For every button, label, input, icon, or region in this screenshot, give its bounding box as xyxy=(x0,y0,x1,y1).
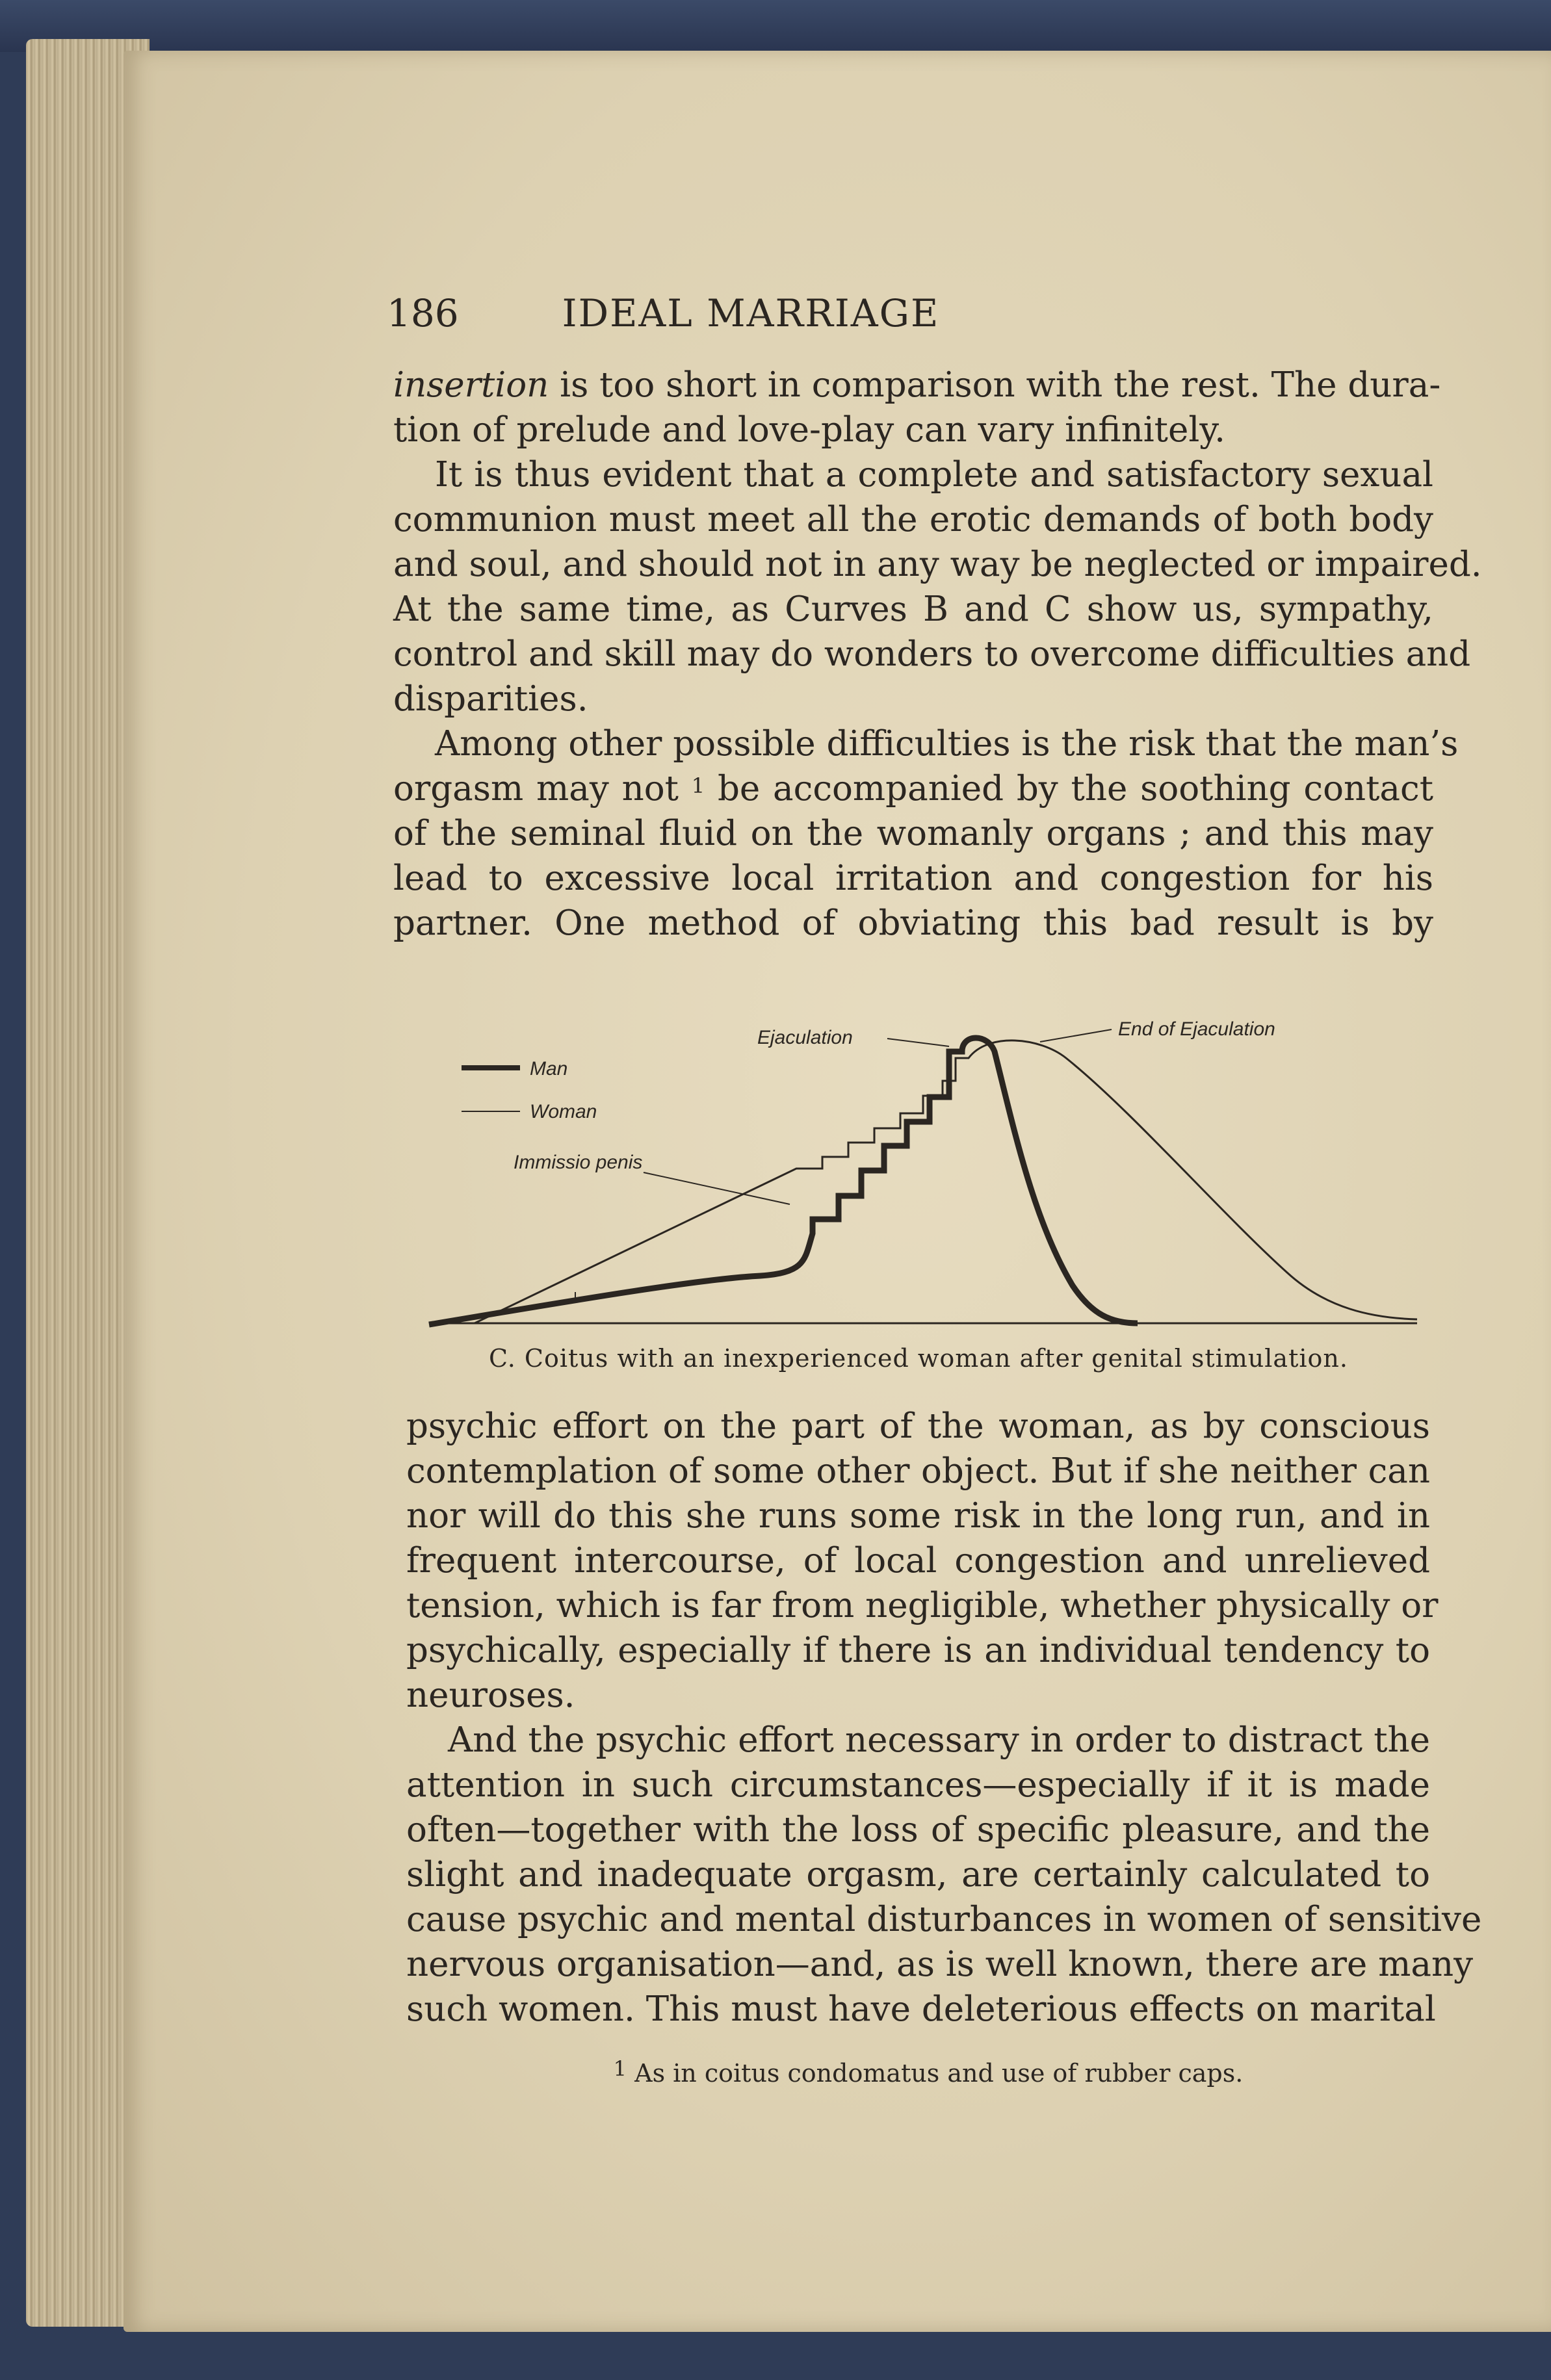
figure-caption: C. Coitus with an inexperienced woman after genital stimulation. xyxy=(489,1344,1348,1373)
text-line: And the psychic effort necessary in order to distract the xyxy=(448,1720,1430,1760)
text-line: tension, which is far from negligible, whether physically or xyxy=(406,1586,1439,1625)
text-line: of the seminal fluid on the womanly organs ; and this may xyxy=(393,814,1433,853)
italic-word: insertion xyxy=(393,365,549,405)
legend-woman-label: Woman xyxy=(530,1101,597,1122)
text-block-top xyxy=(393,363,1482,946)
text-line: disparities. xyxy=(393,679,588,719)
text-line: such women. This must have deleterious effects on marital xyxy=(406,1989,1436,2029)
man-curve xyxy=(429,1038,1138,1325)
text-line: communion must meet all the erotic demands of both body xyxy=(393,500,1433,539)
label-end-of-ejaculation: End of Ejaculation xyxy=(1118,1018,1275,1040)
woman-curve xyxy=(475,1041,1417,1323)
footnote-marker: 1 xyxy=(691,773,705,798)
text-line: Among other possible difficulties is the risk that the man’s xyxy=(435,724,1459,764)
text-line: tion of prelude and love-play can vary infinitely. xyxy=(393,410,1226,450)
footnote-text: As in coitus condomatus and use of rubber caps. xyxy=(634,2059,1244,2088)
text-line: nor will do this she runs some risk in the long run, and in xyxy=(406,1496,1430,1536)
text-line: slight and inadequate orgasm, are certainly calculated to xyxy=(406,1855,1430,1895)
text-line: At the same time, as Curves B and C show us, sympathy, xyxy=(393,589,1433,629)
text-line: often—together with the loss of specific pleasure, and the xyxy=(406,1810,1430,1850)
text-line: It is thus evident that a complete and satisfactory sexual xyxy=(435,455,1433,495)
text-line: and soul, and should not in any way be neglected or impaired. xyxy=(393,545,1482,584)
text-line: partner. One method of obviating this bad result is by xyxy=(393,903,1433,943)
pointer-ejaculation xyxy=(887,1039,949,1046)
text-line: attention in such circumstances—especially if it is made xyxy=(406,1765,1430,1805)
footnote-number: 1 xyxy=(613,2056,627,2081)
legend-man-label: Man xyxy=(530,1058,568,1080)
book-cover-edge xyxy=(0,0,1551,52)
label-ejaculation: Ejaculation xyxy=(757,1027,853,1048)
text-line: psychic effort on the part of the woman, as by conscious xyxy=(406,1406,1430,1446)
text-line: insertion is too short in comparison with the rest. The dura- xyxy=(393,365,1441,405)
text-line: lead to excessive local irritation and congestion for his xyxy=(393,859,1433,898)
text-line: frequent intercourse, of local congestion and unrelieved xyxy=(406,1541,1430,1581)
label-immissio-penis: Immissio penis xyxy=(514,1152,643,1173)
text-line: contemplation of some other object. But if she neither can xyxy=(406,1451,1430,1491)
page-number: 186 xyxy=(387,291,459,335)
page-header xyxy=(387,291,1115,337)
book-page xyxy=(124,51,1551,2332)
text-line: neuroses. xyxy=(406,1675,575,1715)
running-head: IDEAL MARRIAGE xyxy=(562,291,940,335)
pointer-immissio xyxy=(644,1172,790,1204)
text-line: psychically, especially if there is an individual tendency to xyxy=(406,1631,1430,1670)
text-block-bottom xyxy=(406,1404,1482,2032)
text-line: orgasm may not $^1$ be accompanied by the soothing contact xyxy=(393,769,1433,808)
pointer-end xyxy=(1040,1029,1112,1042)
arousal-curve-figure xyxy=(416,987,1430,1344)
footnote xyxy=(403,2056,1453,2088)
text-line: nervous organisation—and, as is well known, there are many xyxy=(406,1945,1474,1984)
text-line: cause psychic and mental disturbances in women of sensitive xyxy=(406,1900,1482,1939)
text-line: control and skill may do wonders to overcome difficulties and xyxy=(393,634,1471,674)
